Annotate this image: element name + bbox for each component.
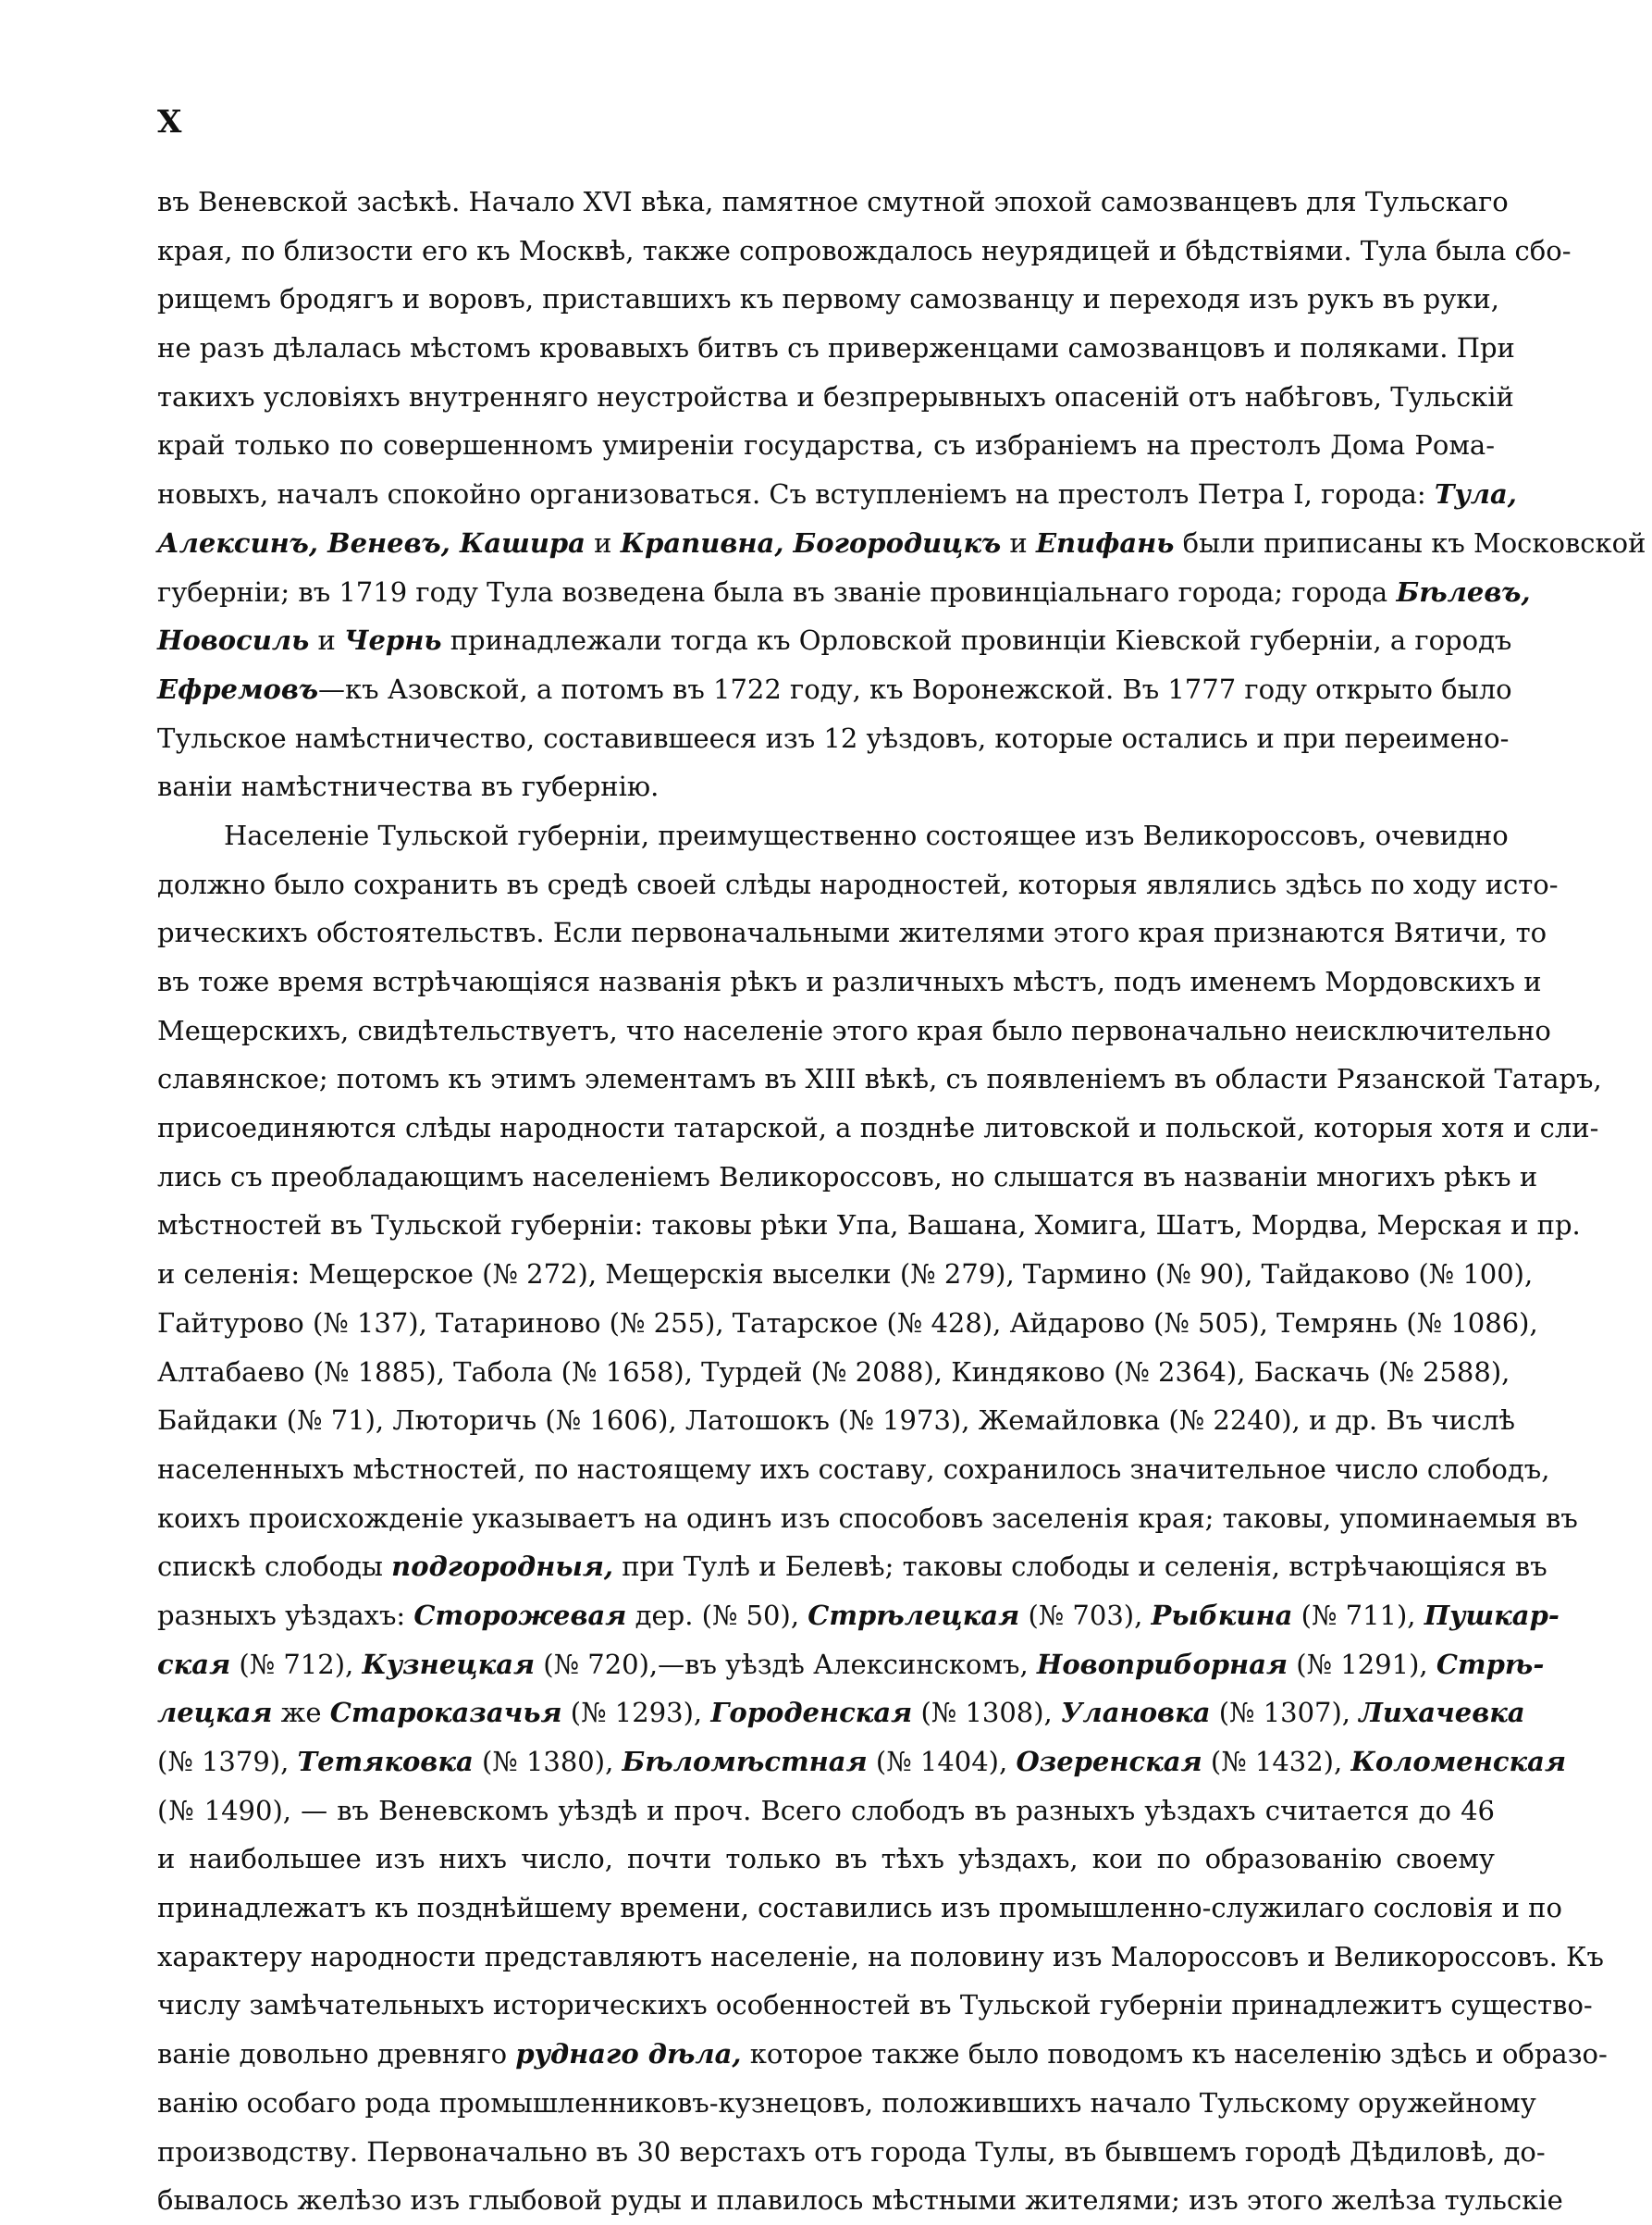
text-span: рищемъ бродягъ и воровъ, приставшихъ къ первому самозванцу и переходя изъ рукъ въ руки,: [157, 283, 1499, 315]
italic-term: Улановка: [1061, 1697, 1211, 1729]
text-line: [157, 811, 1509, 860]
text-line: [157, 178, 1509, 227]
text-line: [157, 1201, 1581, 1250]
text-line: [157, 1494, 1578, 1543]
italic-term: Бѣлевъ,: [1396, 575, 1531, 608]
text-span: (№ 1432),: [1202, 1746, 1351, 1777]
text-span: дер. (№ 50),: [626, 1599, 808, 1631]
text-span: при Тулѣ и Белевѣ; таковы слободы и селенiя, встрѣчающiяся въ: [613, 1551, 1547, 1583]
text-line: [157, 2128, 1546, 2177]
text-span: такихъ условiяхъ внутренняго неустройства и безпрерывныхъ опасенiй отъ набѣговъ, Тульскiй: [157, 380, 1514, 413]
text-span: бывалось желѣзо изъ глыбовой руды и плавилось мѣстными жителями; изъ этого желѣза тульскiе: [157, 2184, 1563, 2217]
text-span: (№ 1308),: [912, 1697, 1061, 1729]
text-span: и селенiя: Мещерское (№ 272), Мещерскiя выселки (№ 279), Тармино (№ 90), Тайдаково (№ 100),: [157, 1258, 1534, 1291]
text-span: населенныхъ мѣстностей, по настоящему ихъ составу, сохранилось значительное число слободъ,: [157, 1452, 1550, 1485]
text-line: [157, 470, 1517, 519]
text-span: коихъ происхожденiе указываетъ на одинъ изъ способовъ заселенiя края; таковы, упоминаемыя въ: [157, 1502, 1578, 1534]
text-span: (№ 1380),: [473, 1746, 623, 1777]
text-line: [157, 616, 1512, 665]
text-line: [157, 1884, 1562, 1933]
text-span: въ Веневской засѣкѣ. Начало XVI вѣка, памятное смутной эпохой самозванцевъ для Тульскаго: [157, 186, 1509, 217]
text-span: (№ 1293),: [561, 1697, 711, 1729]
text-span: не разъ дѣлалась мѣстомъ кровавыхъ битвъ съ приверженцами самозванцовъ и поляками. При: [157, 332, 1515, 365]
italic-term: лецкая: [157, 1697, 273, 1729]
text-line: [157, 762, 1495, 811]
italic-term: Стрѣ-: [1436, 1648, 1545, 1680]
text-line: [157, 1007, 1551, 1056]
text-span: —къ Азовской, а потомъ въ 1722 году, къ Воронежской. Въ 1777 году открыто было: [318, 673, 1512, 705]
text-span: характеру народности представляютъ населенiе, на половину изъ Малороссовъ и Великороссовъ. Къ: [157, 1940, 1604, 1972]
body-text: [157, 178, 1646, 2225]
text-line: [157, 1981, 1593, 2030]
text-line: [157, 1542, 1547, 1591]
text-line: [157, 860, 1559, 909]
text-line: [157, 275, 1499, 324]
text-line: [157, 1786, 1495, 1836]
text-line: [157, 519, 1646, 568]
text-line: [157, 2030, 1608, 2079]
italic-term: Рыбкина: [1151, 1599, 1293, 1631]
text-line: [157, 2176, 1563, 2225]
text-span: должно было сохранить въ средѣ своей слѣды народностей, которыя являлись здѣсь по ходу исто-: [157, 868, 1559, 900]
text-line: [157, 2079, 1536, 2128]
text-span: рическихъ обстоятельствъ. Если первоначальными жителями этого края признаются Вятичи, то: [157, 917, 1547, 949]
text-span: Байдаки (№ 71), Люторичь (№ 1606), Латошокъ (№ 1973), Жемайловка (№ 2240), и др. Въ числѣ: [157, 1404, 1515, 1437]
text-span: ванiе довольно древняго: [157, 2038, 516, 2070]
text-span: мѣстностей въ Тульской губернiи: таковы рѣки Упа, Вашана, Хомига, Шатъ, Мордва, Мерская и пр.: [157, 1209, 1581, 1242]
text-line: [157, 324, 1515, 373]
text-span: числу замѣчательныхъ историческихъ особенностей въ Тульской губернiи принадлежитъ существо-: [157, 1989, 1593, 2021]
text-line: [157, 1396, 1515, 1445]
italic-term: Коломенская: [1350, 1746, 1567, 1777]
text-span: и: [309, 624, 344, 657]
text-line: [157, 1055, 1602, 1104]
text-span: же: [272, 1697, 330, 1729]
text-line: [157, 909, 1547, 958]
text-line: [157, 1250, 1534, 1299]
text-span: (№ 720),—въ уѣздѣ Алексинскомъ,: [535, 1648, 1037, 1680]
italic-term: Ефремовъ: [157, 673, 319, 705]
italic-term: Сторожевая: [413, 1599, 627, 1631]
text-line: [157, 714, 1510, 763]
text-span: принадлежатъ къ позднѣйшему времени, составились изъ промышленно-служилаго сословiя и по: [157, 1892, 1562, 1924]
text-span: производству. Первоначально въ 30 верстахъ отъ города Тулы, въ бывшемъ городѣ Дѣдиловѣ, до-: [157, 2135, 1546, 2168]
italic-term: Новоприборная: [1036, 1648, 1288, 1680]
italic-term: Бѣломѣстная: [622, 1746, 868, 1777]
text-span: лись съ преобладающимъ населенiемъ Великороссовъ, но слышатся въ названiи многихъ рѣкъ и: [157, 1160, 1538, 1193]
italic-term: Алексинъ, Веневъ, Кашира: [157, 526, 586, 559]
italic-term: Стрѣлецкая: [808, 1599, 1020, 1631]
italic-term: Новосиль: [157, 624, 310, 657]
italic-term: Тетяковка: [297, 1746, 474, 1777]
text-span: новыхъ, началъ спокойно организоваться. Съ вступленiемъ на престолъ Петра I, города:: [157, 478, 1435, 511]
text-span: были приписаны къ Московской: [1174, 526, 1646, 559]
text-span: (№ 1404),: [867, 1746, 1017, 1777]
text-line: [157, 1737, 1567, 1786]
text-span: славянское; потомъ къ этимъ элементамъ въ XIII вѣкѣ, съ появленiемъ въ области Рязанской Татаръ,: [157, 1063, 1602, 1095]
text-span: въ тоже время встрѣчающiяся названiя рѣкъ и различныхъ мѣстъ, подъ именемъ Мордовскихъ и: [157, 966, 1542, 997]
text-span: принадлежали тогда къ Орловской провинцiи Кiевской губернiи, а городъ: [441, 624, 1512, 657]
italic-term: Епифань: [1035, 526, 1175, 559]
italic-term: Тула,: [1434, 478, 1517, 511]
text-span: спискѣ слободы: [157, 1551, 392, 1583]
text-span: Населенiе Тульской губернiи, преимущественно состоящее изъ Великороссовъ, очевидно: [224, 819, 1509, 851]
text-line: [157, 1445, 1550, 1494]
text-span: Гайтурово (№ 137), Татариново (№ 255), Татарское (№ 428), Айдарово (№ 505), Темрянь (№ 1086),: [157, 1306, 1538, 1339]
italic-term: Кузнецкая: [362, 1648, 536, 1680]
text-line: [157, 958, 1542, 1007]
text-span: (№ 703),: [1019, 1599, 1152, 1631]
text-line: [157, 1348, 1510, 1397]
text-line: [157, 1835, 1495, 1884]
text-span: (№ 712),: [230, 1648, 363, 1680]
text-span: (№ 711),: [1292, 1599, 1424, 1631]
text-span: край только по совершенномъ умиренiи государства, съ избранiемъ на престолъ Дома Рома-: [157, 429, 1495, 462]
text-line: [157, 1104, 1599, 1153]
text-span: ванiи намѣстничества въ губернiю.: [157, 771, 660, 803]
text-line: [157, 1640, 1545, 1689]
paragraph: [157, 811, 1608, 2225]
text-line: [157, 421, 1495, 470]
text-span: разныхъ уѣздахъ:: [157, 1599, 414, 1631]
text-span: которое также было поводомъ къ населенiю здѣсь и образо-: [741, 2038, 1608, 2070]
text-line: [157, 1688, 1525, 1737]
text-span: ванiю особаго рода промышленниковъ-кузнецовъ, положившихъ начало Тульскому оружейному: [157, 2086, 1536, 2119]
italic-term: Пушкар-: [1424, 1599, 1560, 1631]
text-line: [157, 1933, 1604, 1982]
italic-term: Староказачья: [329, 1697, 562, 1729]
italic-term: руднаго дѣла,: [515, 2038, 742, 2070]
italic-term: Озеренская: [1016, 1746, 1202, 1777]
paragraph: [157, 178, 1646, 811]
italic-term: Чернь: [344, 624, 442, 657]
italic-term: Городенская: [710, 1697, 913, 1729]
text-line: [157, 373, 1514, 422]
text-span: Тульское намѣстничество, составившееся изъ 12 уѣздовъ, которые остались и при переимено-: [157, 722, 1510, 754]
text-span: (№ 1379),: [157, 1746, 298, 1777]
text-line: [157, 1591, 1560, 1640]
italic-term: Крапивна, Богородицкъ: [620, 526, 1002, 559]
italic-term: ская: [157, 1648, 231, 1680]
text-line: [157, 1299, 1538, 1348]
text-span: присоединяются слѣды народности татарской, а позднѣе литовской и польской, которыя хотя и сли-: [157, 1112, 1599, 1144]
text-span: и наибольшее изъ нихъ число, почти только въ тѣхъ уѣздахъ, кои по образованiю своему: [157, 1843, 1495, 1875]
text-line: [157, 227, 1572, 276]
text-span: Алтабаево (№ 1885), Табола (№ 1658), Турдей (№ 2088), Киндяково (№ 2364), Баскачь (№ 2588),: [157, 1355, 1510, 1388]
page-number: X: [157, 104, 184, 141]
text-span: и: [585, 526, 621, 559]
italic-term: Лихачевка: [1359, 1697, 1525, 1729]
text-span: края, по близости его къ Москвѣ, также сопровождалось неурядицей и бѣдствiями. Тула была сбо-: [157, 234, 1572, 266]
text-span: (№ 1490), — въ Веневскомъ уѣздѣ и проч. Всего слободъ въ разныхъ уѣздахъ считается до 46: [157, 1794, 1495, 1826]
text-span: (№ 1307),: [1210, 1697, 1360, 1729]
text-span: губернiи; въ 1719 году Тула возведена была въ званiе провинцiальнаго города; города: [157, 575, 1397, 608]
text-line: [157, 568, 1531, 617]
text-span: (№ 1291),: [1288, 1648, 1436, 1680]
text-line: [157, 665, 1512, 714]
text-span: и: [1001, 526, 1036, 559]
text-line: [157, 1153, 1538, 1202]
text-span: Мещерскихъ, свидѣтельствуетъ, что населенiе этого края было первоначально неисключительно: [157, 1014, 1551, 1046]
italic-term: подгородныя,: [391, 1551, 614, 1583]
